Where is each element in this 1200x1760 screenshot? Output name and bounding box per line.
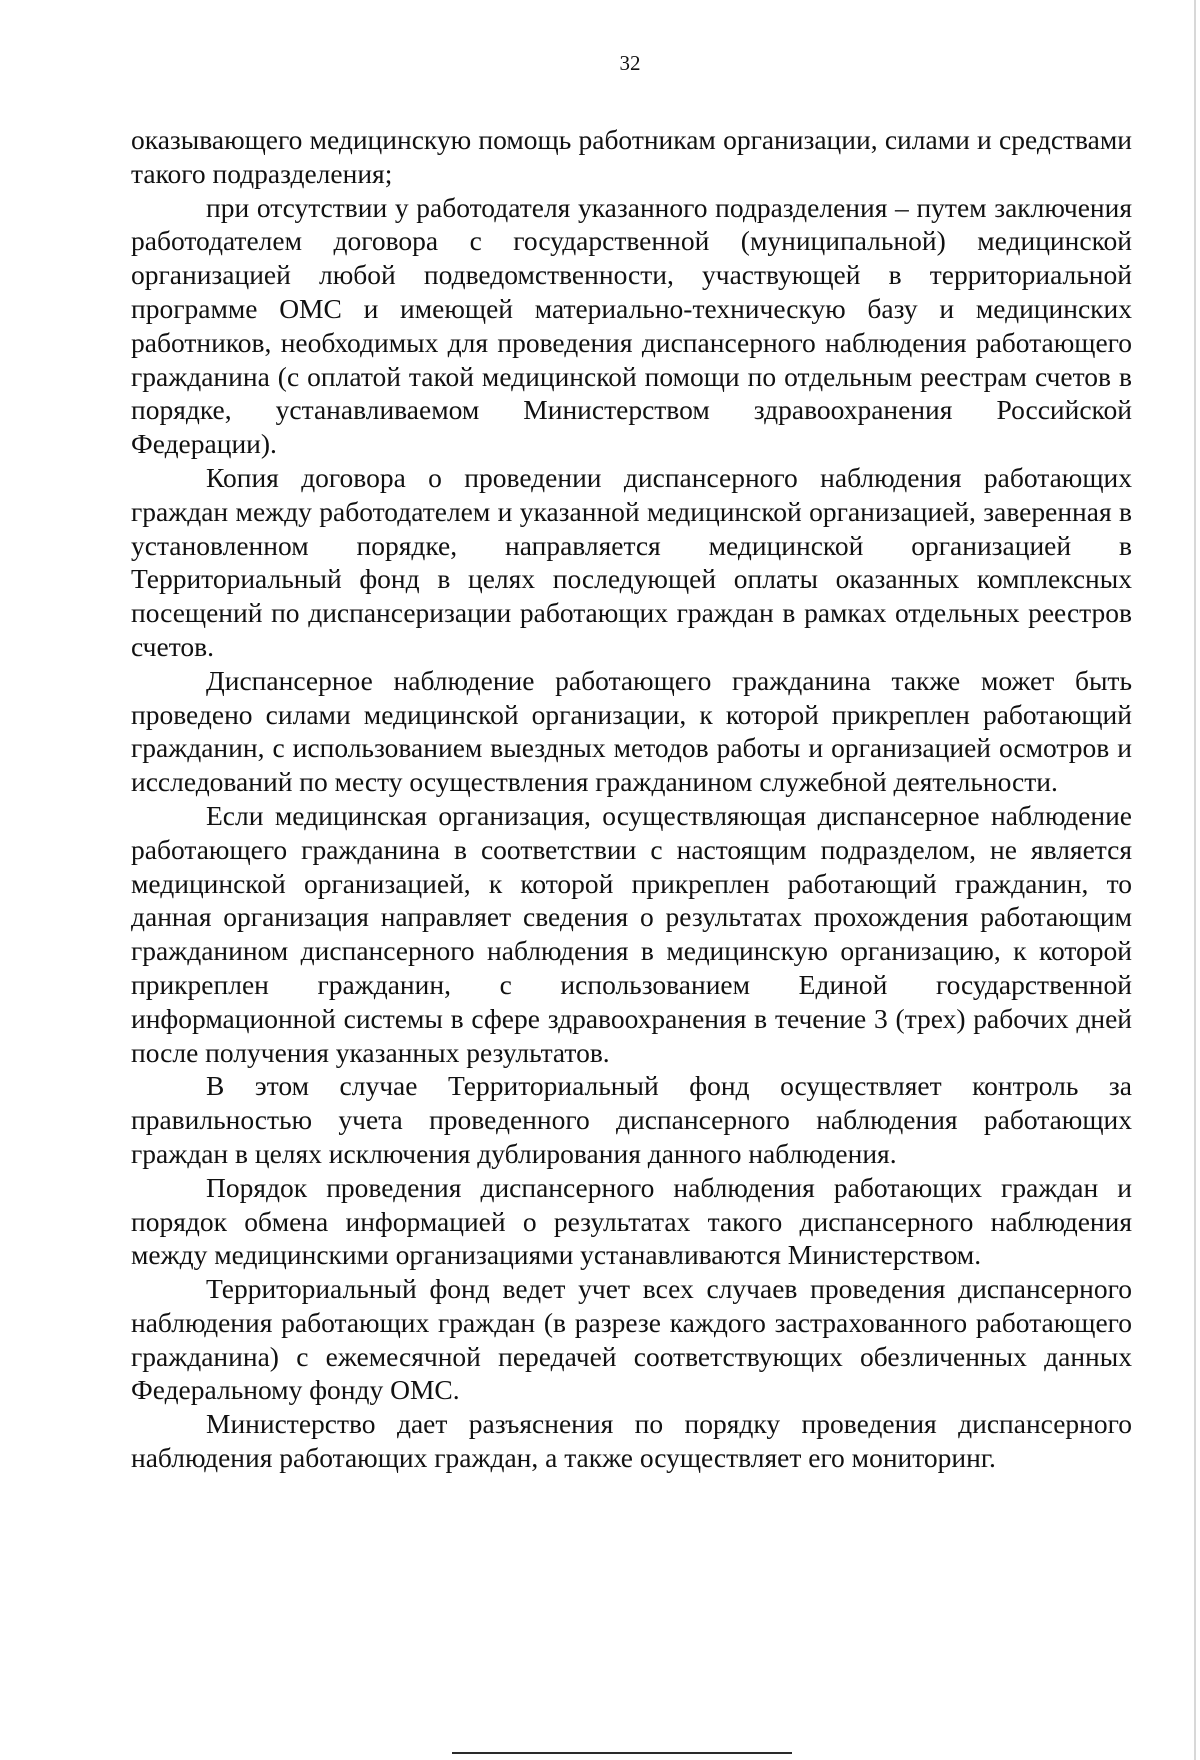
paragraph-fund-control: В этом случае Территориальный фонд осуществляет контроль за правильностью учета проведенного диспансерного наблюдения работающих граждан в целях исключения дублирования данного наблюдения. [131,1070,1132,1169]
paragraph-results-transfer: Если медицинская организация, осуществляющая диспансерное наблюдение работающего гражданина в соответствии с настоящим подразделом, не является медицинской организацией, к которой прикреплен работающий гражданин, то данная организация направляет сведения о результатах прохождения работающим гражданином диспансерного наблюдения в медицинскую организацию, к которой прикреплен гражданин, с использованием Единой государственной информационной системы в сфере здравоохранения в течение 3 (трех) рабочих дней после получения указанных результатов. [131,799,1132,1068]
page-number: 32 [619,51,641,75]
document-body [131,123,1132,1475]
paragraph-continuation: оказывающего медицинскую помощь работникам организации, силами и средствами такого подразделения; [131,124,1132,189]
paragraph-contract-copy: Копия договора о проведении диспансерного наблюдения работающих граждан между работодателем и указанной медицинской организацией, заверенная в установленном порядке, направляется медицинской организацией в Территориальный фонд в целях последующей оплаты оказанных комплексных посещений по диспансеризации работающих граждан в рамках отдельных реестров счетов. [131,461,1132,662]
paragraph-ministry-monitoring: Министерство дает разъяснения по порядку проведения диспансерного наблюдения работающих граждан, а также осуществляет его мониторинг. [131,1408,1132,1474]
bottom-scan-line [452,1752,792,1754]
paragraph-attached-organization: Диспансерное наблюдение работающего гражданина также может быть проведено силами медицинской организации, к которой прикреплен работающий гражданин, с использованием выездных методов работы и организацией осмотров и исследований по месту осуществления гражданином служебной деятельности. [131,664,1132,798]
paragraph-fund-accounting: Территориальный фонд ведет учет всех случаев проведения диспансерного наблюдения работающих граждан (в разрезе каждого застрахованного работающего гражданина) с ежемесячной передачей соответствующих обезличенных данных Федеральному фонду ОМС. [131,1273,1132,1406]
paragraph-employer-contract: при отсутствии у работодателя указанного подразделения – путем заключения работодателем договора с государственной (муниципальной) медицинской организацией любой подведомственности, участвующей в территориальной программе ОМС и имеющей материально-техническую базу и медицинских работников, необходимых для проведения диспансерного наблюдения работающего гражданина (с оплатой такой медицинской помощи по отдельным реестрам счетов в порядке, устанавливаемом Министерством здравоохранения Российской Федерации). [131,191,1132,460]
paragraph-procedure: Порядок проведения диспансерного наблюдения работающих граждан и порядок обмена информацией о результатах такого диспансерного наблюдения между медицинскими организациями устанавливаются Министерством. [131,1171,1132,1271]
scan-edge-line [1194,0,1196,1760]
